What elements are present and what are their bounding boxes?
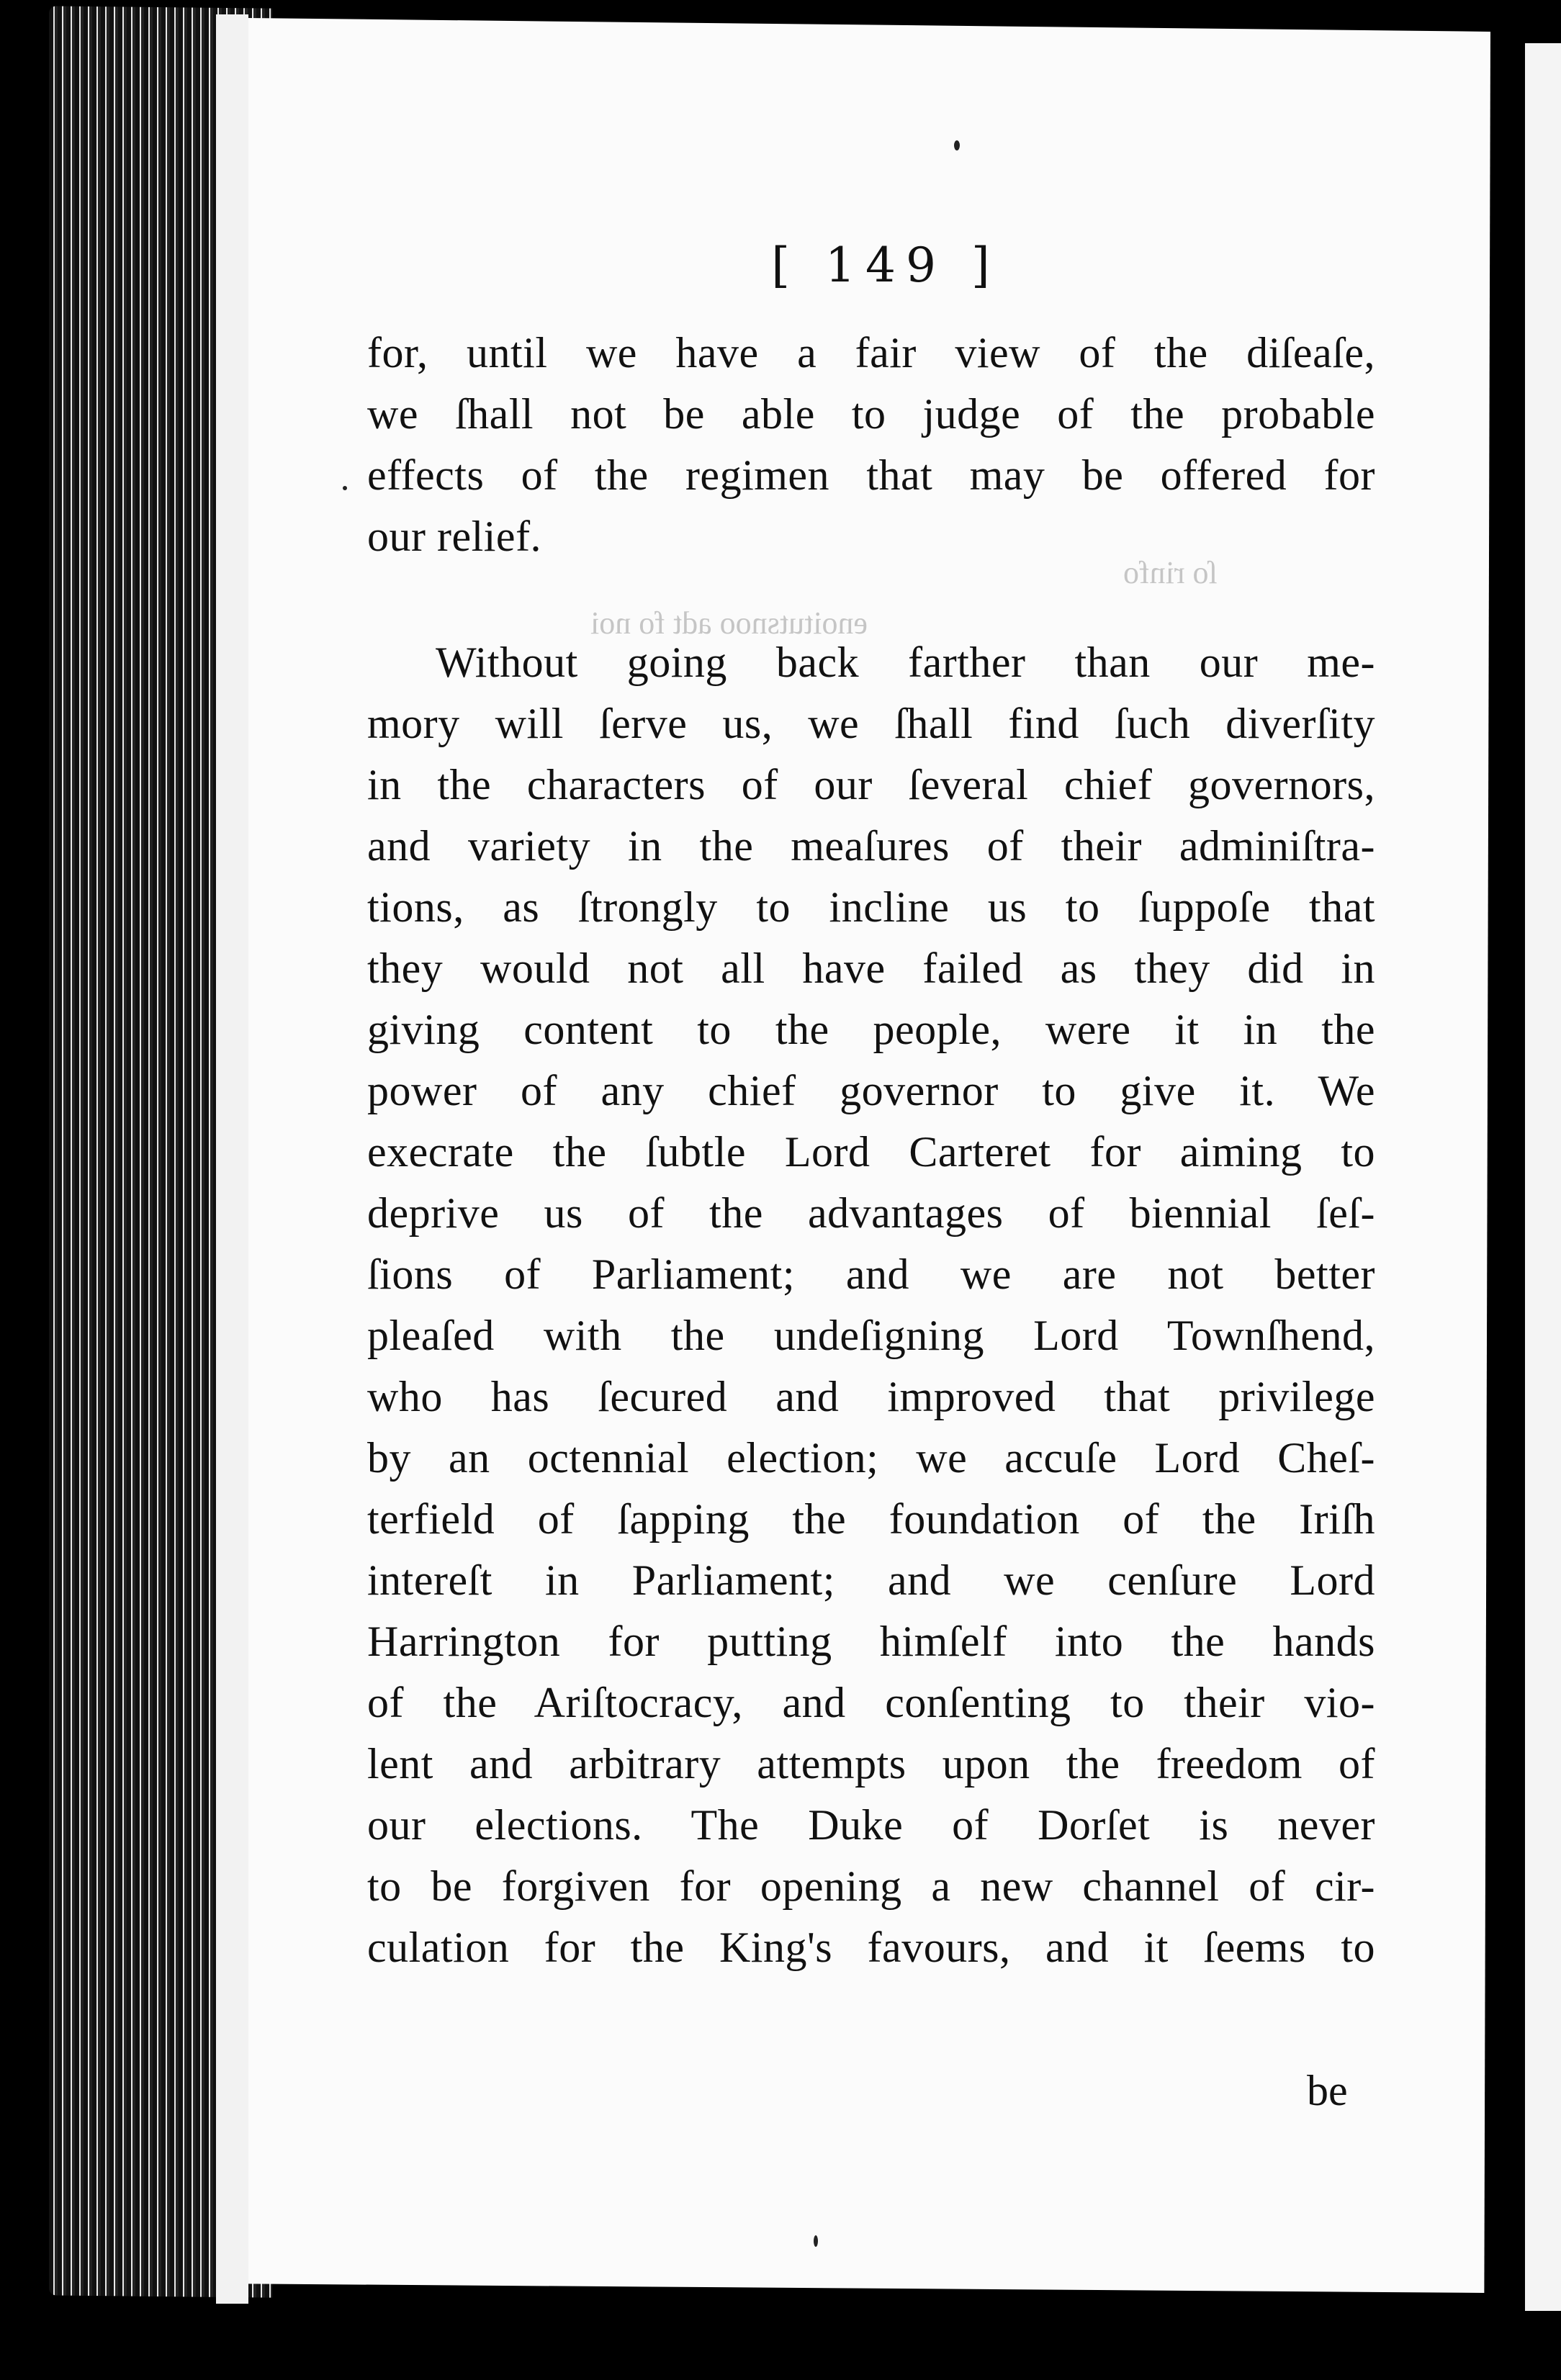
text-line: terfield of ſapping the foundation of the Iriſh (367, 1495, 1375, 1543)
text-line: Without going back farther than our me- (436, 639, 1375, 686)
text-line: pleaſed with the undeſigning Lord Townſhend, (367, 1312, 1375, 1359)
text-line: for, until we have a fair view of the diſeaſe, (367, 329, 1375, 377)
text-line: by an octennial election; we accuſe Lord Cheſ- (367, 1434, 1375, 1482)
text-line: who has ſecured and improved that privilege (367, 1373, 1375, 1420)
facing-page-edge (1512, 43, 1561, 2311)
scan-speck (343, 486, 347, 490)
text-line: they would not all have failed as they did in (367, 945, 1375, 992)
text-line: mory will ſerve us, we ſhall find ſuch diverſity (367, 700, 1375, 747)
show-through-text: ſo rinfo (1123, 555, 1218, 590)
text-line: power of any chief governor to give it. We (367, 1067, 1375, 1114)
scan-speck (814, 2235, 818, 2247)
text-line: giving content to the people, were it in the (367, 1006, 1375, 1053)
catchword: be (1307, 2067, 1348, 2114)
text-line: effects of the regimen that may be offered for (367, 451, 1375, 499)
text-line: deprive us of the advantages of biennial ſeſ- (367, 1189, 1375, 1237)
text-line: Harrington for putting himſelf into the hands (367, 1618, 1375, 1665)
text-line: tions, as ſtrongly to incline us to ſuppoſe that (367, 883, 1375, 931)
scan-speck (954, 140, 960, 150)
show-through-text: enoitutsnoo adt fo noi (590, 605, 868, 641)
text-line: ſions of Parliament; and we are not better (367, 1250, 1375, 1298)
text-line: of the Ariſtocracy, and conſenting to their vio- (367, 1679, 1375, 1726)
text-line: and variety in the meaſures of their adminiſtra- (367, 822, 1375, 870)
text-line: our relief. (367, 513, 542, 560)
text-line: our elections. The Duke of Dorſet is never (367, 1801, 1375, 1849)
text-line: in the characters of our ſeveral chief governors, (367, 761, 1375, 808)
text-line: intereſt in Parliament; and we cenſure Lord (367, 1556, 1375, 1604)
text-line: lent and arbitrary attempts upon the freedom of (367, 1740, 1375, 1788)
text-line: we ſhall not be able to judge of the probable (367, 390, 1375, 438)
text-line: to be forgiven for opening a new channel of cir- (367, 1862, 1375, 1910)
page-number-header: [ 149 ] (771, 238, 1000, 293)
text-line: culation for the King's favours, and it ſeems to (367, 1924, 1375, 1971)
text-line: execrate the ſubtle Lord Carteret for aiming to (367, 1128, 1375, 1176)
page-gutter (216, 14, 248, 2304)
